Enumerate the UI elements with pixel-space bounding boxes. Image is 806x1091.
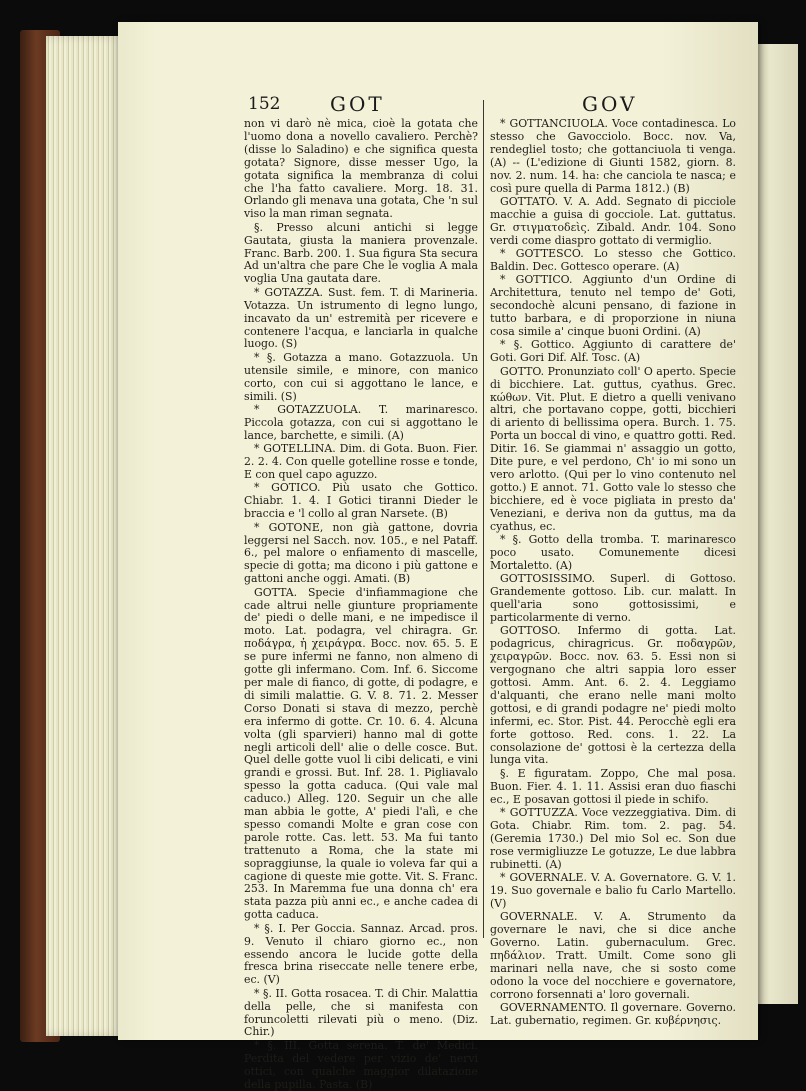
entry-text: * GOTONE, non già gattone, dovria leggersi nel Sacch. nov. 105., e nel Pataff. 6., pel malore o enfiamento di mascelle, specie di gotta; ma dicono i più gattone e gattoni anche oggi. Amati. (B): [244, 520, 478, 586]
entry-text: * GOTAZZUOLA. T. marinaresco. Piccola gotazza, con cui si aggottano le lance, barchette, e simili. (A): [244, 402, 478, 442]
entry-text: * §. Gottico. Aggiunto di carattere de' Goti. Gori Dif. Alf. Tosc. (A): [490, 338, 736, 365]
running-head-right: GOV: [582, 92, 638, 116]
running-head-left: GOT: [330, 92, 385, 116]
entry-text: GOTTO. Pronunziato coll' O aperto. Specie di bicchiere. Lat. guttus, cyathus. Grec. κώθων. Vit. Plut. E dietro a quelli venivano altri, che portavano coppe, gotti, bicchieri di ariento di bellissima opera. Burch. 1. 75. Porta un boccal di vino, e quattro gotti. Red. Ditir. 16. Se giammai n' assaggio un gotto, Dite pure, e vel perdono, Ch' io mi sono un vero arlotto. (Qui per lo vino contenuto nel gotto.) E annot. 71. Gotto vale lo stesso che bicchiere, ed è voce pigliata in presto da' Veneziani, e deriva non da guttus, ma da cyathus, ec.: [490, 364, 736, 533]
entry-text: * GOTTESCO. Lo stesso che Gottico. Baldin. Dec. Gottesco operare. (A): [490, 247, 736, 273]
entry-text: * GOTAZZA. Sust. fem. T. di Marineria. Votazza. Un istrumento di legno lungo, incavato da un' estremità per ricevere e contenere l'acqua, e lanciarla in qualche luogo. (S): [244, 285, 478, 351]
entry-text: §. E figuratam. Zoppo, Che mal posa. Buon. Fier. 4. 1. 11. Assisi eran duo fiaschi ec., E posavan gottosi il piede in schifo.: [490, 766, 736, 806]
entry-text: * GOTTUZZA. Voce vezzeggiativa. Dim. di Gota. Chiabr. Rim. tom. 2. pag. 54. (Geremia 1730.) Del mio Sol ec. Son due rose vermigliuzze Le gotuzze, Le due labbra rubinetti. (A): [490, 806, 736, 871]
entry-text: * §. Gotazza a mano. Gotazzuola. Un utensile simile, e minore, con manico corto, con cui si aggottano le lance, e simili. (S): [244, 350, 478, 403]
entry-text: * GOTELLINA. Dim. di Gota. Buon. Fier. 2. 2. 4. Con quelle gotelline rosse e tonde, E con quel capo aguzzo.: [244, 442, 478, 481]
entry-text: non vi darò nè mica, cioè la gotata che l'uomo dona a novello cavaliero. Perchè? (disse lo Saladino) e che significa questa gotata? Signore, disse messer Ugo, la gotata significa la membranza di colui che l'ha fatto cavaliere. Morg. 18. 31. Orlando gli menava una gotata, Che 'n sul viso la man riman segnata.: [244, 117, 478, 221]
entry-text: §. Presso alcuni antichi si legge Gautata, giusta la maniera provenzale. Franc. Barb. 200. 1. Sua figura Sta secura Ad un'altra che pare Che le voglia A mala voglia Una gautata dare.: [244, 220, 478, 286]
entry-text: GOTTATO. V. A. Add. Segnato di picciole macchie a guisa di gocciole. Lat. guttatus. Gr. στιγματοδεὶς. Zibald. Andr. 104. Sono verdi come diaspro gottato di vermiglio.: [490, 194, 736, 247]
column-divider: [483, 100, 484, 938]
page-number: 152: [248, 94, 281, 114]
facing-page-edge: [758, 44, 798, 1004]
entry-text: GOVERNALE. V. A. Strumento da governare le navi, che si dice anche Governo. Latin. gubernaculum. Grec. πηδάλιον. Tratt. Umilt. Come sono gli marinari nella nave, che si sosto come odono la voce del nocchiere e governatore, corrono forsennati a' loro governali.: [490, 910, 736, 1001]
entry-text: * §. II. Gotta rosacea. T. di Chir. Malattia della pelle, che si manifesta con foruncoletti rilevati più o meno. (Diz. Chir.): [244, 986, 478, 1039]
right-column: [490, 117, 736, 1028]
entry-text: * GOTTANCIUOLA. Voce contadinesca. Lo stesso che Gavocciolo. Bocc. nov. Va, rendegliel tosto; che gottanciuola ti venga. (A) -- (L'edizione di Giunti 1582, giorn. 8. nov. 2. num. 14. ha: che canciola te nasca; e così pure quella di Parma 1812.) (B): [490, 117, 736, 195]
entry-text: * §. Gotto della tromba. T. marinaresco poco usato. Comunemente dicesi Mortaletto. (A): [490, 533, 736, 572]
entry-text: GOTTA. Specie d'infiammagione che cade altrui nelle giunture propriamente de' piedi o delle mani, e ne impedisce il moto. Lat. podagra, vel chiragra. Gr. ποδάγρα, ἡ χειράγρα. Bocc. nov. 65. 5. E se pure infermi ne fanno, non almeno di gotte gli infermano. Com. Inf. 6. Siccome per male di fianco, di gotte, di podagre, e di simili malattie. G. V. 8. 71. 2. Messer Corso Donati si stava di mezzo, perchè era infermo di gotte. Cr. 10. 6. 4. Alcuna volta (gli sparvieri) hanno mal di gotte negli articoli dell' alie o delle cosce. But. Quel delle gotte vuol li cibi delicati, e vini grandi e grossi. But. Inf. 28. 1. Pigliavalo spesso la gotta caduca. (Qui vale mal caduco.) Alleg. 120. Seguir un che alle man abbia le gotte, A' piedi l'alì, e che spesso comandi Molte e gran cose con parole rotte. Cas. lett. 53. Ma fui tanto trattenuto a Roma, che la state mi sopraggiunse, la quale io voleva far qui a cagione di queste mie gotte. Vit. S. Franc. 253. In Maremma fue una donna ch' era stata pazza più anni ec., e anche cadea di gotta caduca.: [244, 585, 478, 922]
entry-text: GOTTOSISSIMO. Superl. di Gottoso. Grandemente gottoso. Lib. cur. malatt. In quell'aria sono gottosissimi, e particolarmente di verno.: [490, 572, 736, 624]
entry-text: GOVERNAMENTO. Il governare. Governo. Lat. gubernatio, regimen. Gr. κυβέρνησις.: [490, 1001, 736, 1028]
entry-text: * GOTTICO. Aggiunto d'un Ordine di Architettura, tenuto nel tempo de' Goti, secondochè alcuni pensano, di fazione in tutto barbara, e di proporzione in niuna cosa simile a' cinque buoni Ordini. (A): [490, 273, 736, 338]
page-edges: [46, 36, 122, 1036]
entry-text: GOTTOSO. Infermo di gotta. Lat. podagricus, chiragricus. Gr. ποδαγρῶν, χειραγρῶν. Bocc. nov. 63. 5. Essi non si vergognano che altri sappia loro esser gottosi. Amm. Ant. 6. 2. 4. Leggiamo d'alquanti, che erano nelle mani molto gottosi, e di grandi podagre ne' piedi molto infermi, ec. Stor. Pist. 44. Perocchè egli era forte gottoso. Red. cons. 1. 22. La consolazione de' gottosi è la certezza della lunga vita.: [490, 624, 736, 767]
entry-text: * §. I. Per Goccia. Sannaz. Arcad. pros. 9. Venuto il chiaro giorno ec., non essendo ancora le lucide gotte della fresca brina riseccate nelle tenere erbe, ec. (V): [244, 921, 478, 987]
entry-text: * GOVERNALE. V. A. Governatore. G. V. 1. 19. Suo governale e balio fu Carlo Martello. (V): [490, 871, 736, 910]
entry-text: * §. III. Gotta serena. T. de' Medici. Perdita del vedere per vizio de' nervi ottici, con qualche maggior dilatazione della pupilla. Pasta. (B): [244, 1038, 478, 1091]
left-column: [244, 117, 478, 1091]
entry-text: * GOTICO. Più usato che Gottico. Chiabr. 1. 4. I Gotici tiranni Dieder le braccia e 'l collo al gran Narsete. (B): [244, 481, 478, 521]
